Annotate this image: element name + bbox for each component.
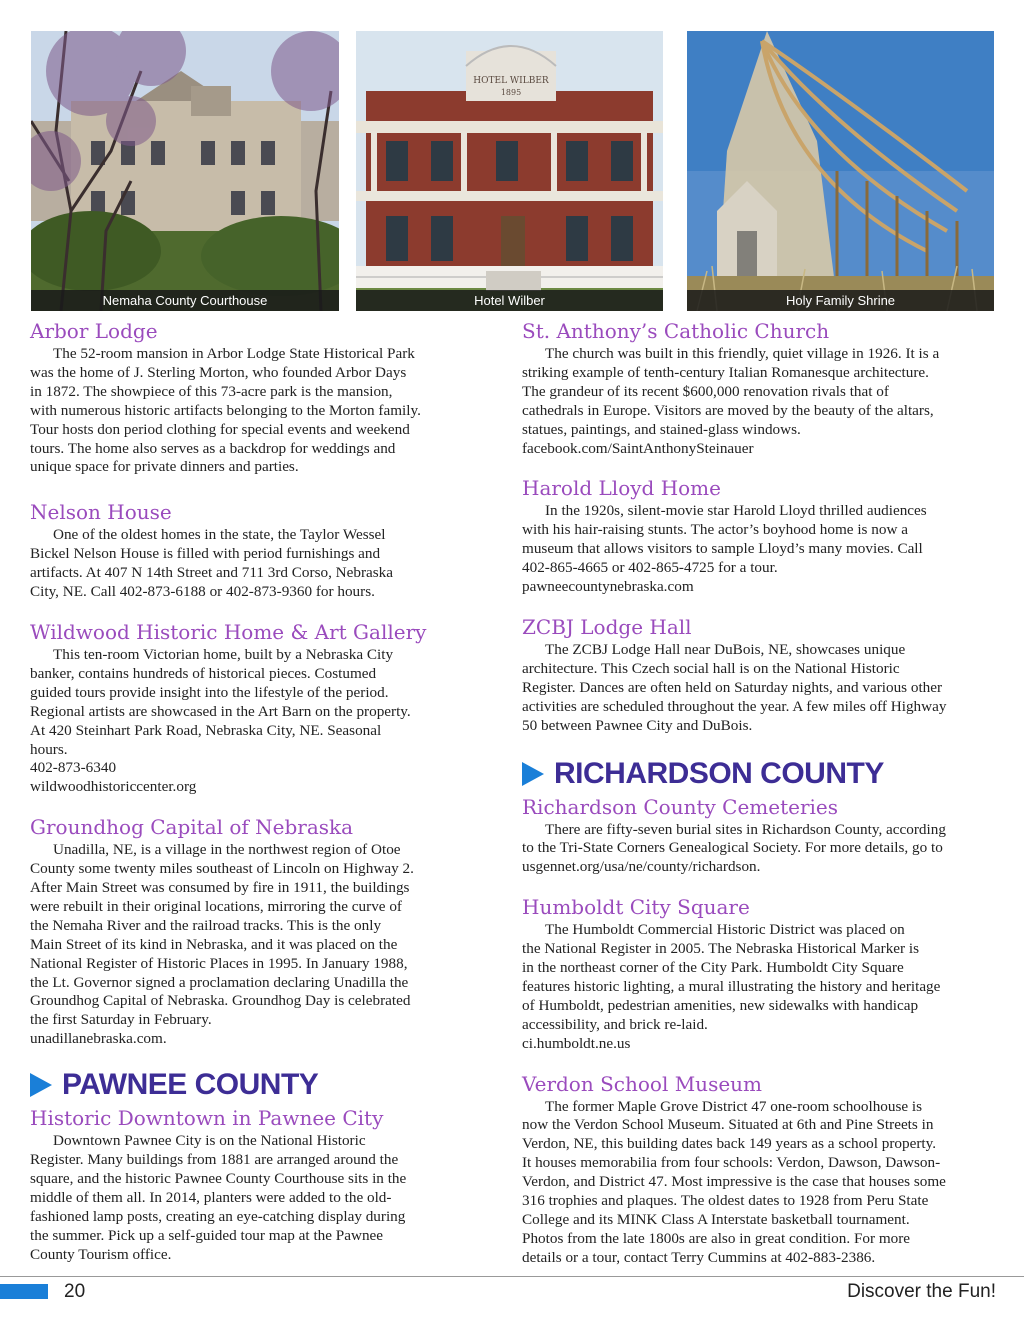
body-line: Groundhog Capital of Nebraska. Groundhog Day is celebrated xyxy=(30,992,411,1010)
body-line: County some twenty miles southeast of Lincoln on Highway 2. xyxy=(30,860,414,878)
body-line: 402-865-4665 or 402-865-4725 for a tour. xyxy=(522,559,778,577)
photo-holy-family-shrine xyxy=(687,31,994,311)
entry-wildwood xyxy=(30,619,470,797)
body-line: There are fifty-seven burial sites in Richardson County, according xyxy=(545,820,946,838)
body-line: with his hair-raising stunts. The actor’s boyhood home is now a xyxy=(522,521,908,539)
entry-title: Humboldt City Square xyxy=(522,895,750,920)
entry-humboldt-square xyxy=(522,894,1000,1053)
body-line: details or a tour, contact Terry Cummins at 402-883-2386. xyxy=(522,1248,876,1266)
entry-body xyxy=(522,345,1000,458)
body-line: In the 1920s, silent-movie star Harold Lloyd thrilled audiences xyxy=(545,502,927,520)
body-line: Register. Many buildings from 1881 are arranged around the xyxy=(30,1151,399,1169)
body-line: accessibility, and brick re-laid. xyxy=(522,1015,708,1033)
body-line: activities are scheduled throughout the year. A few miles off Highway xyxy=(522,697,947,715)
body-line: hours. xyxy=(30,740,68,758)
body-line: The 52-room mansion in Arbor Lodge State Historical Park xyxy=(53,345,415,362)
body-line: square, and the historic Pawnee County Courthouse sits in the xyxy=(30,1170,407,1187)
body-line: unique space for private dinners and parties. xyxy=(30,458,299,476)
website-url[interactable]: unadillanebraska.com. xyxy=(30,1030,167,1048)
entry-groundhog-capital xyxy=(30,814,470,1049)
body-line: Unadilla, NE, is a village in the northwest region of Otoe xyxy=(53,841,401,859)
body-line: of Humboldt, pedestrian amenities, new sidewalks with handicap xyxy=(522,996,919,1014)
body-line: the first Saturday in February. xyxy=(30,1011,212,1029)
entry-title: Groundhog Capital of Nebraska xyxy=(30,815,354,840)
body-line: After Main Street was consumed by fire in 1911, the buildings xyxy=(30,879,410,897)
body-line: At 420 Steinhart Park Road, Nebraska City, NE. Seasonal xyxy=(30,721,382,739)
photo-hotel-wilber xyxy=(356,31,663,311)
website-url[interactable]: ci.humboldt.ne.us xyxy=(522,1034,631,1052)
body-line: National Register of Historic Places in 1995. In January 1988, xyxy=(30,954,408,972)
right-column xyxy=(522,318,1000,1268)
body-line: cathedrals in Europe. Visitors are moved by the beauty of the altars, xyxy=(522,401,934,419)
body-line: the Nemaha River and the railroad tracks. This is the only xyxy=(30,916,382,934)
body-line: Regional artists are showcased in the Art Barn on the property. xyxy=(30,702,411,720)
body-line: the National Register in 2005. The Nebraska Historical Marker is xyxy=(522,940,920,958)
body-line: Tour hosts don period clothing for special events and weekend xyxy=(30,420,410,438)
body-line: It houses memorabilia from four schools: Verdon, Dawson, Dawson- xyxy=(522,1154,941,1172)
body-line: features historic lighting, a mural illustrating the history and heritage xyxy=(522,977,941,995)
footer-accent-tab xyxy=(0,1284,48,1299)
body-line: City, NE. Call 402-873-6188 or 402-873-9360 for hours. xyxy=(30,583,375,601)
body-line: County Tourism office. xyxy=(30,1245,172,1263)
body-line: now the Verdon School Museum. Situated at 6th and Pine Streets in xyxy=(522,1116,934,1134)
body-line: Verdon, and District 47. Most impressive is the case that houses some xyxy=(522,1173,946,1191)
entry-body xyxy=(522,821,1000,878)
hotel-sign-text: HOTEL WILBER xyxy=(473,76,549,86)
entry-title: St. Anthony’s Catholic Church xyxy=(522,319,830,343)
body-line: Register. Dances are often held on Saturday nights, and various other xyxy=(522,678,943,696)
entry-body xyxy=(30,526,470,602)
entry-harold-lloyd xyxy=(522,475,1000,597)
photo-caption: Nemaha County Courthouse xyxy=(31,290,339,311)
entry-body xyxy=(30,345,470,477)
entry-st-anthony xyxy=(522,318,1000,458)
body-line: 316 trophies and plaques. The oldest dates to 1928 from Peru State xyxy=(522,1192,929,1210)
entry-body xyxy=(522,921,1000,1053)
entry-title: Wildwood Historic Home & Art Gallery xyxy=(30,619,427,644)
holy-family-shrine-image xyxy=(687,31,994,311)
body-line: museum that allows visitors to sample Lloyd’s many movies. Call xyxy=(522,540,923,558)
body-line: This ten-room Victorian home, built by a Nebraska City xyxy=(53,645,394,663)
entry-zcbj-lodge xyxy=(522,614,1000,736)
website-url[interactable]: usgennet.org/usa/ne/county/richardson. xyxy=(522,858,761,876)
website-url[interactable]: pawneecountynebraska.com xyxy=(522,578,694,596)
hotel-sign-year: 1895 xyxy=(500,88,522,97)
entry-body xyxy=(522,1098,1000,1268)
body-line: Verdon, NE, this building dates back 149 years as a school property. xyxy=(522,1135,937,1153)
entry-body xyxy=(522,502,1000,597)
photo-nemaha-county-courthouse xyxy=(31,31,339,311)
entry-body xyxy=(30,646,470,797)
body-line: One of the oldest homes in the state, the Taylor Wessel xyxy=(53,526,386,544)
body-line: Photos from the late 1800s are also in great condition. For more xyxy=(522,1229,911,1247)
body-line: 50 between Pawnee City and DuBois. xyxy=(522,716,753,734)
body-line: striking example of tenth-century Italian Romanesque architecture. xyxy=(522,363,929,381)
body-line: statues, paintings, and stained-glass windows. xyxy=(522,420,801,438)
body-line: middle of them all. In 2014, planters were added to the old- xyxy=(30,1188,392,1206)
entry-body xyxy=(522,641,1000,736)
entry-title: Verdon School Museum xyxy=(522,1071,763,1096)
footer-divider xyxy=(0,1276,1024,1277)
county-heading-pawnee xyxy=(30,1065,470,1105)
county-heading-richardson xyxy=(522,754,1000,794)
body-line: architecture. This Czech social hall is on the National Historic xyxy=(522,659,900,677)
entry-title: Nelson House xyxy=(30,500,172,525)
body-line: The church was built in this friendly, quiet village in 1926. It is a xyxy=(545,345,940,362)
body-line: The former Maple Grove District 47 one-room schoolhouse is xyxy=(545,1097,923,1115)
footer-tagline: Discover the Fun! xyxy=(847,1281,996,1302)
body-line: to the Tri-State Corners Genealogical Society. For more details, go to xyxy=(522,839,943,857)
body-line: fashioned lamp posts, creating an eye-catching display during xyxy=(30,1207,406,1225)
entry-richardson-cemeteries xyxy=(522,794,1000,878)
photo-caption: Hotel Wilber xyxy=(356,290,663,311)
body-line: The Humboldt Commercial Historic District was placed on xyxy=(545,921,905,939)
photo-caption: Holy Family Shrine xyxy=(687,290,994,311)
county-heading-text: RICHARDSON COUNTY xyxy=(554,756,884,790)
body-line: Bickel Nelson House is filled with period furnishings and xyxy=(30,545,381,563)
play-arrow-icon xyxy=(522,762,544,786)
body-line: College and its MINK Class A Interstate basketball tournament. xyxy=(522,1211,910,1228)
county-heading-text: PAWNEE COUNTY xyxy=(62,1068,319,1102)
entry-verdon-school xyxy=(522,1071,1000,1268)
entry-title: Historic Downtown in Pawnee City xyxy=(30,1106,384,1131)
body-line: Main Street of its kind in Nebraska, and it was placed on the xyxy=(30,935,398,953)
body-line: The grandeur of its recent $600,000 renovation rivals that of xyxy=(522,382,889,400)
body-line: artifacts. At 407 N 14th Street and 711 3rd Corso, Nebraska xyxy=(30,564,394,582)
play-arrow-icon xyxy=(30,1073,52,1097)
body-line: with numerous historic artifacts belonging to the Morton family. xyxy=(30,401,421,419)
body-line: the Lt. Governor signed a proclamation declaring Unadilla the xyxy=(30,973,409,991)
body-line: tours. The home also serves as a backdrop for weddings and xyxy=(30,439,396,457)
entry-arbor-lodge xyxy=(30,318,470,477)
website-url[interactable]: wildwoodhistoriccenter.org xyxy=(30,778,197,796)
body-line: the summer. Pick up a self-guided tour map at the Pawnee xyxy=(30,1226,384,1244)
body-line: The ZCBJ Lodge Hall near DuBois, NE, showcases unique xyxy=(545,640,906,658)
entry-body xyxy=(30,1132,470,1264)
body-line: was the home of J. Sterling Morton, who founded Arbor Days xyxy=(30,363,407,381)
body-line: Downtown Pawnee City is on the National Historic xyxy=(53,1132,366,1150)
entry-body xyxy=(30,841,470,1049)
body-line: were rebuilt in their original locations, mirroring the curve of xyxy=(30,897,402,915)
body-line: guided tours provide insight into the lifestyle of the period. xyxy=(30,683,389,701)
page-number: 20 xyxy=(64,1281,86,1302)
phone-number: 402-873-6340 xyxy=(30,759,117,777)
entry-title: Richardson County Cemeteries xyxy=(522,794,839,819)
entry-title: Arbor Lodge xyxy=(30,319,158,343)
entry-title: ZCBJ Lodge Hall xyxy=(522,614,692,639)
page-footer xyxy=(0,1276,1024,1330)
entry-pawnee-downtown xyxy=(30,1105,470,1264)
body-line: in the northeast corner of the City Park. Humboldt City Square xyxy=(522,959,904,977)
left-column xyxy=(30,318,470,1265)
body-line: banker, contains hundreds of historical pieces. Costumed xyxy=(30,664,377,682)
entry-nelson-house xyxy=(30,499,470,602)
body-line: in 1872. The showpiece of this 73-acre park is the mansion, xyxy=(30,382,393,400)
hotel-wilber-image xyxy=(356,31,663,311)
courthouse-image xyxy=(31,31,339,311)
entry-title: Harold Lloyd Home xyxy=(522,476,721,501)
website-url[interactable]: facebook.com/SaintAnthonySteinauer xyxy=(522,439,754,457)
